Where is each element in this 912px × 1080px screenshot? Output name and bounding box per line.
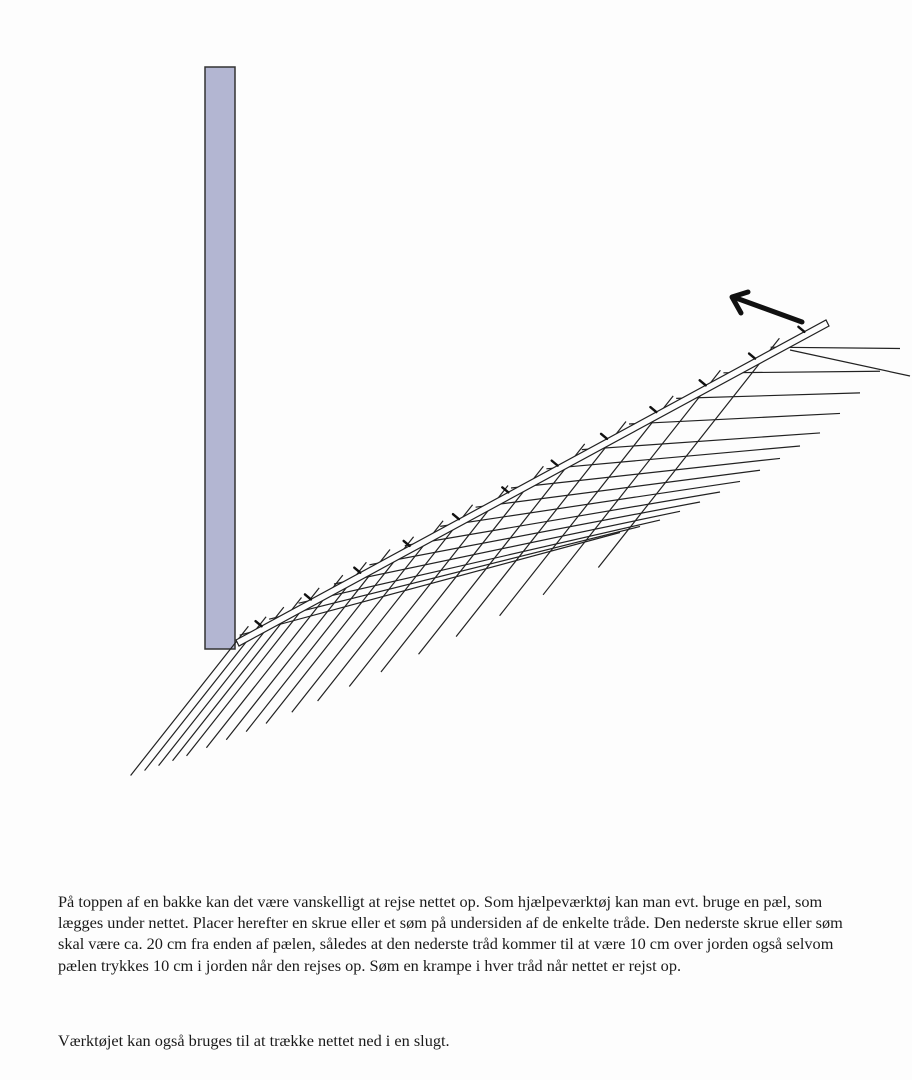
wall-post [205,67,235,649]
horizontal-wire [240,532,620,635]
screw-icon [305,594,311,599]
lifting-pole [236,320,829,646]
tool-usage-note: Værktøjet kan også bruges til at trække nettet ned i en slugt. [58,1031,450,1050]
horizontal-wire [405,492,720,546]
diagonal-wire [292,521,443,713]
screw-icon [700,380,706,385]
horizontal-wire [723,371,880,373]
screw-icon [601,434,607,439]
horizontal-wire [269,526,640,619]
diagonal-wire [266,537,414,724]
horizontal-wire [440,481,740,526]
screw-icon [552,461,558,466]
screw-icon [354,568,360,573]
screw-icon [749,354,755,359]
screw-icon [453,514,459,519]
diagonal-wire [543,370,720,595]
screw-icon [650,407,656,412]
arrow-up-left-icon [732,292,802,322]
net-horizontal-wires [240,347,910,635]
instruction-paragraph: På toppen af en bakke kan det være vanskelligt at rejse nettet op. Som hjælpeværktøj kan man evt. bruge en pæl, som lægges under nettet. Placer herefter en skrue eller et søm på undersiden af de enkelte tråde. Den nederste skrue eller søm skal være ca. 20 cm fra enden af pælen, således at den nederste tråd kommer til at være 10 cm over jorden også selvom pælen trykkes 10 cm i jorden når den rejses op. Søm en krampe i hver tråd når nettet er rejst op. [58,892,843,975]
diagonal-wire [318,505,473,701]
diagonal-wire [456,422,626,637]
screw-icon [798,327,804,332]
